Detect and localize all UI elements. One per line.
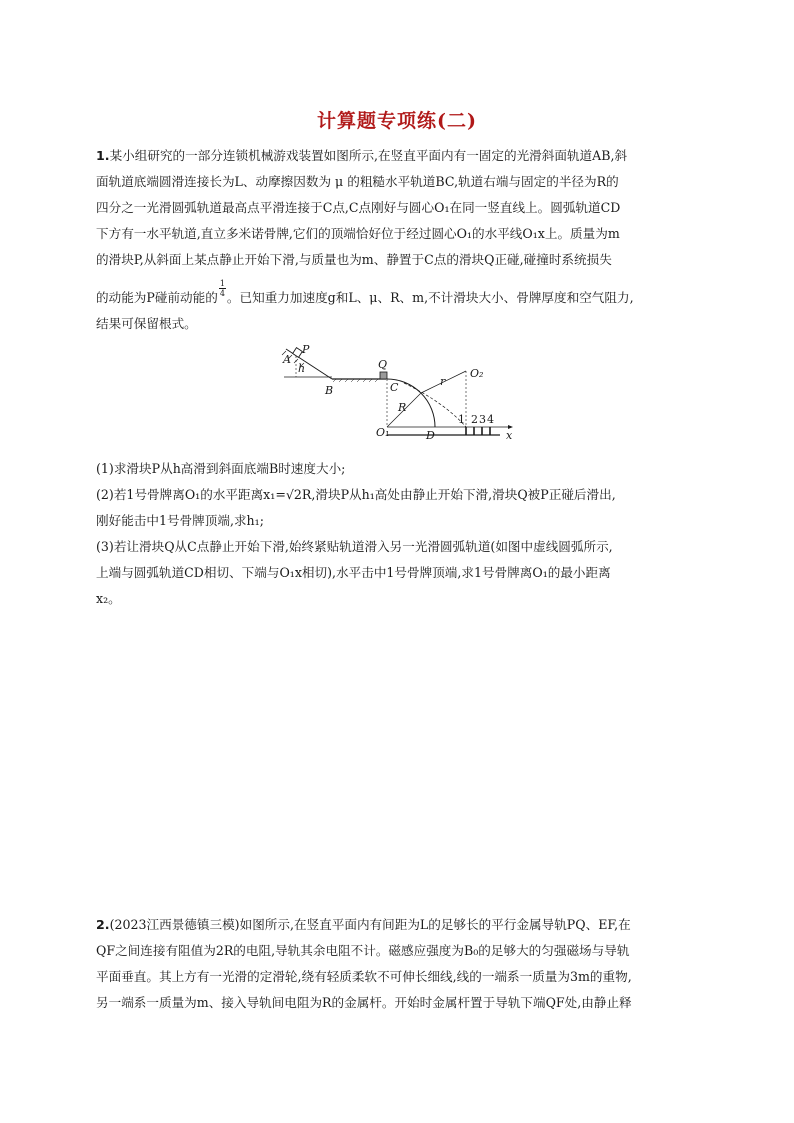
subquestion-1: (1)求滑块P从h高滑到斜面底端B时速度大小; <box>96 461 346 476</box>
page-title: 计算题专项练(二) <box>317 110 477 132</box>
problem-1-line: 四分之一光滑圆弧轨道最高点平滑连接于C点,C点刚好与圆心O₁在同一竖直线上。圆弧轨道CD <box>96 200 621 215</box>
problem-1-line: 面轨道底端圆滑连接长为L、动摩擦因数为 μ 的粗糙水平轨道BC,轨道右端与固定的半径为R的 <box>96 174 619 189</box>
label-domino-3: 3 <box>479 413 486 426</box>
problem-2-line: 平面垂直。其上方有一光滑的定滑轮,绕有轻质柔软不可伸长细线,线的一端系一质量为3m的重物, <box>96 969 632 984</box>
problem-1-line: 的滑块P,从斜面上某点静止开始下滑,与质量也为m、静置于C点的滑块Q正碰,碰撞时系统损失 <box>96 252 612 267</box>
problem-2-number: 2. <box>96 917 110 932</box>
fraction-one-quarter: $\frac{1}{4}$ <box>219 279 225 298</box>
label-domino-1: 1 <box>458 413 465 426</box>
problem-1-subquestions <box>96 456 708 612</box>
block-q <box>380 372 387 379</box>
subquestion-2-cont: 刚好能击中1号骨牌顶端,求h₁; <box>96 513 264 528</box>
label-p: P <box>302 343 310 356</box>
problem-2-line: 2.(2023江西景德镇三模)如图所示,在竖直平面内有间距为L的足够长的平行金属导轨PQ、EF,在 <box>96 917 631 932</box>
problem-1-line: 下方有一水平轨道,直立多米诺骨牌,它们的顶端恰好位于经过圆心O₁的水平线O₁x上。质量为m <box>96 226 620 241</box>
label-o2: O₂ <box>470 367 484 380</box>
domino-set <box>466 427 490 435</box>
problem-2-text <box>96 912 708 1016</box>
subquestion-2: (2)若1号骨牌离O₁的水平距离x₁=√2R,滑块P从h₁高处由静止开始下滑,滑块Q被P正碰后滑出, <box>96 487 616 502</box>
label-domino-4: 4 <box>487 413 494 426</box>
label-x: x <box>506 429 513 442</box>
label-c: C <box>390 381 399 394</box>
subquestion-3: (3)若让滑块Q从C点静止开始下滑,始终紧贴轨道滑入另一光滑圆弧轨道(如图中虚线圆弧所示, <box>96 539 613 554</box>
problem-1-line: 1.某小组研究的一部分连锁机械游戏装置如图所示,在竖直平面内有一固定的光滑斜面轨道AB,斜 <box>96 148 628 163</box>
problem-1-number: 1. <box>96 148 110 163</box>
label-q: Q <box>378 358 388 371</box>
label-h: h <box>298 362 306 375</box>
label-r-small: r <box>440 375 446 388</box>
problem-2-line: 另一端系一质量为m、接入导轨间电阻为R的金属杆。开始时金属杆置于导轨下端QF处,由静止释 <box>96 995 632 1010</box>
problem-1-line: 结果可保留根式。 <box>96 316 197 331</box>
block-p <box>293 348 303 358</box>
problem-2-line: QF之间连接有阻值为2R的电阻,导轨其余电阻不计。磁感应强度为B₀的足够大的匀强磁场与导轨 <box>96 943 630 958</box>
mechanism-diagram <box>280 343 520 443</box>
problem-1-text <box>96 143 708 337</box>
label-o1: O₁ <box>376 426 390 439</box>
subquestion-3-cont: 上端与圆弧轨道CD相切、下端与O₁x相切),水平击中1号骨牌顶端,求1号骨牌离O₁的最小距离 <box>96 565 611 580</box>
label-a: A <box>283 353 291 366</box>
label-d: D <box>426 429 435 442</box>
subquestion-3-end: x₂。 <box>96 591 121 606</box>
label-domino-2: 2 <box>471 413 478 426</box>
problem-1-line: 的动能为P碰前动能的 $\frac{1}{4}$ 。已知重力加速度g和L、μ、R、m,不计滑块大小、骨牌厚度和空气阻力, <box>96 279 634 305</box>
label-b: B <box>325 384 334 397</box>
label-r-big: R <box>398 401 407 414</box>
problem-1-figure <box>280 343 520 443</box>
